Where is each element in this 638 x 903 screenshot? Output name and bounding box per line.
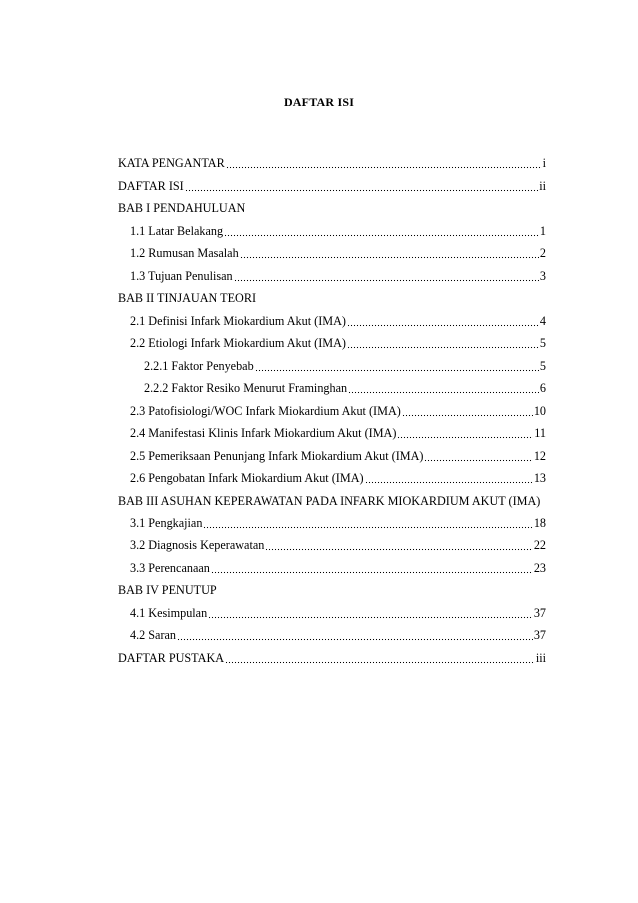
toc-entry-label: 3.2 Diagnosis Keperawatan [130,538,265,552]
toc-page-number: 2 [539,246,546,260]
toc-dot-leader [177,627,533,641]
toc-dot-leader [224,223,539,237]
toc-entry [118,152,546,175]
toc-dot-leader [208,605,533,619]
toc-page-number: 22 [533,538,546,552]
toc-entry [118,377,546,400]
toc-page-number: 12 [533,448,546,463]
toc-entry [118,467,546,490]
toc-page-number: 11 [534,426,546,440]
toc-page-number: 4 [539,313,546,328]
toc-dot-leader [225,650,535,664]
toc-page-number: 10 [533,403,546,418]
toc-entry-label: 2.2.2 Faktor Resiko Menurut Framinghan [144,381,348,395]
toc-page-number: 37 [533,605,546,620]
toc-entry [118,310,546,333]
toc-entry-label: DAFTAR PUSTAKA [118,650,225,665]
toc-page-number: 37 [533,628,546,642]
toc-dot-leader [402,403,533,417]
toc-entry-label: 3.3 Perencanaan [130,560,210,575]
page-title: DAFTAR ISI [283,95,355,109]
toc-page-number: iii [535,650,546,665]
toc-entry [118,534,546,557]
toc-page-number: 1 [539,223,546,238]
toc-page-number: 5 [539,336,546,350]
table-of-contents [118,152,546,669]
toc-dot-leader [203,515,532,529]
toc-dot-leader [347,335,539,349]
toc-page-number: 18 [533,515,546,530]
toc-entry [118,220,546,243]
toc-entry [118,624,546,647]
toc-dot-leader [185,178,538,192]
toc-entry [118,579,546,602]
toc-entry [118,197,546,220]
toc-page-number: 5 [539,358,546,373]
toc-dot-leader [234,268,539,282]
toc-entry [118,400,546,423]
toc-entry [118,557,546,580]
toc-entry [118,242,546,265]
toc-entry-label: BAB I PENDAHULUAN [118,201,246,215]
toc-entry-label: BAB III ASUHAN KEPERAWATAN PADA INFARK MIOKARDIUM AKUT (IMA) [118,493,541,508]
toc-dot-leader [424,448,532,462]
toc-page-number: 3 [539,268,546,283]
toc-entry-label: 2.1 Definisi Infark Miokardium Akut (IMA) [130,313,346,328]
toc-page-number: 6 [539,381,546,395]
toc-dot-leader [397,425,533,439]
toc-dot-leader [348,380,539,394]
toc-page-number: i [542,156,546,170]
toc-dot-leader [240,245,539,259]
toc-entry [118,422,546,445]
toc-entry [118,512,546,535]
toc-entry-label: 1.1 Latar Belakang [130,223,224,238]
toc-dot-leader [226,155,542,169]
toc-entry-label: 2.3 Patofisiologi/WOC Infark Miokardium Akut (IMA) [130,403,401,418]
toc-entry-label: 1.2 Rumusan Masalah [130,246,239,260]
toc-entry [118,265,546,288]
toc-entry [118,332,546,355]
toc-entry-label: 2.2 Etiologi Infark Miokardium Akut (IMA) [130,336,346,350]
toc-entry [118,287,546,310]
toc-entry-label: KATA PENGANTAR [118,156,225,170]
toc-dot-leader [365,470,533,484]
toc-dot-leader [347,313,539,327]
toc-entry-label: 2.4 Manifestasi Klinis Infark Miokardium Akut (IMA) [130,426,397,440]
toc-dot-leader [211,560,533,574]
toc-entry [118,355,546,378]
toc-entry-label: BAB II TINJAUAN TEORI [118,291,257,305]
toc-entry-label: 4.2 Saran [130,628,177,642]
toc-dot-leader [265,537,532,551]
toc-entry-label: 2.2.1 Faktor Penyebab [144,358,254,373]
toc-entry-label: 4.1 Kesimpulan [130,605,208,620]
toc-entry [118,445,546,468]
toc-dot-leader [255,358,539,372]
toc-page-number: 23 [533,560,546,575]
toc-entry [118,490,546,512]
toc-entry-label: 1.3 Tujuan Penulisan [130,268,233,283]
toc-entry-label: BAB IV PENUTUP [118,583,217,597]
toc-entry [118,175,546,198]
toc-entry-label: 3.1 Pengkajian [130,515,203,530]
toc-entry [118,647,546,670]
toc-page-number: ii [539,178,546,193]
toc-entry [118,602,546,625]
toc-page-number: 13 [533,471,546,485]
toc-entry-label: 2.6 Pengobatan Infark Miokardium Akut (IMA) [130,471,364,485]
toc-entry-label: DAFTAR ISI [118,178,184,193]
toc-entry-label: 2.5 Pemeriksaan Penunjang Infark Miokardium Akut (IMA) [130,448,424,463]
